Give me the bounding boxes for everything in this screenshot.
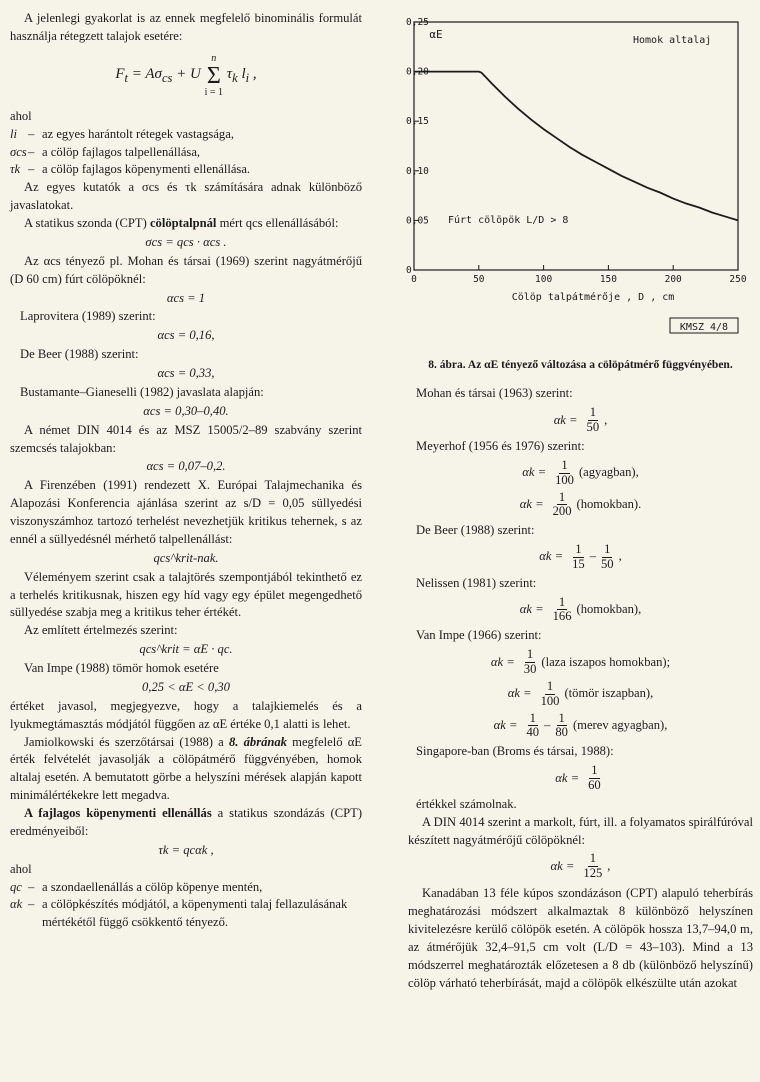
- definition-item: [10, 144, 362, 162]
- numerator: 1: [591, 763, 598, 778]
- left-column: [10, 10, 362, 932]
- equation-tail: (homokban).: [576, 496, 642, 511]
- equation-tail: ,: [618, 549, 622, 564]
- equation-lhs: αk =: [519, 602, 544, 617]
- source-line: Meyerhof (1956 és 1976) szerint:: [416, 438, 585, 453]
- formula-alpha: αcs = 0,33,: [157, 366, 215, 380]
- ahol-label: ahol: [10, 861, 32, 876]
- definition-symbol: qc: [10, 879, 22, 894]
- equation: [408, 491, 753, 520]
- equation: [408, 764, 753, 793]
- numerator: 1: [558, 710, 565, 725]
- equation: [408, 406, 753, 435]
- formula-qcrit-2: qcs^krit = αE · qc.: [139, 642, 233, 657]
- equation-operator: –: [544, 717, 551, 732]
- fraction: [599, 543, 616, 572]
- denominator: 200: [552, 504, 572, 519]
- formula-qcrit: qcs^krit-nak.: [153, 550, 219, 565]
- equation-tail: ,: [607, 858, 611, 873]
- fraction: [553, 712, 570, 741]
- denominator: 50: [601, 556, 614, 571]
- denominator: 60: [588, 777, 601, 792]
- equation-lhs: αk =: [555, 770, 580, 785]
- paragraph: A statikus szonda (CPT) cölöptalpnál mért qcs ellenállásából:: [24, 216, 339, 230]
- equation: [408, 459, 753, 488]
- definition-dash: –: [28, 126, 35, 141]
- numerator: 1: [558, 594, 566, 609]
- formula-alpha: αcs = 0,07–0,2.: [146, 459, 226, 474]
- formula-range: 0,25 < αE < 0,30: [142, 679, 230, 694]
- definition-dash: –: [28, 897, 35, 912]
- fraction: [581, 852, 604, 881]
- fraction: [522, 648, 539, 677]
- numerator: 1: [529, 710, 536, 725]
- numerator: 1: [575, 542, 582, 557]
- source-line: Singapore-ban (Broms és társai, 1988):: [416, 744, 614, 759]
- y-tick-label: 0,25: [406, 17, 429, 28]
- formula-alpha: αcs = 0,16,: [157, 328, 215, 343]
- equation-tail: (laza iszapos homokban);: [541, 654, 671, 669]
- source-line: Nelissen (1981) szerint:: [416, 575, 537, 590]
- definition-item: [10, 126, 362, 144]
- definition-item: [10, 879, 362, 897]
- y-tick-label: 0: [406, 265, 412, 276]
- equation-lhs: αk =: [490, 654, 515, 669]
- denominator: 80: [555, 725, 568, 740]
- fraction: [539, 680, 562, 709]
- alpha-e-chart: [408, 10, 753, 348]
- fraction: [524, 712, 541, 741]
- definition-text: a cölöpkészítés módjától, a köpenymenti talaj fellazulásának mértékétől függő csökkentő tényező.: [42, 897, 348, 930]
- x-tick-label: 50: [473, 274, 485, 285]
- paragraph: A német DIN 4014 és az MSZ 15005/2–89 szabvány szerint szemcsés talajokban:: [10, 422, 362, 455]
- equation-lhs: αk =: [539, 549, 564, 564]
- paragraph: értéket javasol, megjegyezve, hogy a talajkiemelés és a lyukmegtámasztás módjától függően az αE értéke 0,1 alatti is lehet.: [10, 698, 362, 731]
- figure-caption: 8. ábra. Az αE tényező változása a cölöpátmérő függvényében.: [428, 358, 733, 371]
- source-line: De Beer (1988) szerint:: [416, 523, 535, 538]
- fraction: [570, 543, 587, 572]
- x-tick-label: 250: [729, 274, 747, 285]
- equation-tail: (tömör iszapban),: [564, 686, 654, 701]
- equation-operator: –: [589, 549, 596, 564]
- definition-text: a cölöp fajlagos talpellenállása,: [42, 144, 201, 159]
- paragraph: Jamiolkowski és szerzőtársai (1988) a 8. ábrának megfelelő αE érték felvételét javasolják a cölöpátmérő függvényében, homok altalaj esetén. A bemutatott görbe a helyszíni mérések alapján kapott minimálértékekre lett megadva.: [10, 734, 362, 803]
- numerator: 1: [604, 542, 611, 557]
- sum-lower-limit: i = 1: [204, 86, 224, 98]
- paragraph: A jelenlegi gyakorlat is az ennek megfelelő binominális formulát használja rétegzett talajok esetére:: [10, 11, 362, 43]
- equation-tail: (agyagban),: [578, 465, 639, 480]
- annotation-piles: Fúrt cölöpök L/D > 8: [448, 215, 569, 226]
- definitions-list: [10, 126, 362, 180]
- x-tick-label: 150: [599, 274, 617, 285]
- definition-text: az egyes harántolt rétegek vastagsága,: [42, 126, 234, 141]
- source-line: Bustamante–Gianeselli (1982) javaslata alapján:: [20, 384, 264, 399]
- fraction: [551, 491, 574, 520]
- definition-item: [10, 161, 362, 179]
- equation-lhs: αk =: [507, 686, 532, 701]
- denominator: 40: [526, 725, 540, 740]
- definition-dash: –: [28, 879, 35, 894]
- y-tick-label: 0,10: [406, 165, 429, 177]
- numerator: 1: [546, 678, 554, 693]
- definition-symbol: αk: [10, 897, 23, 912]
- denominator: 100: [540, 693, 560, 708]
- definition-text: a szondaellenállás a cölöp köpenye mentén,: [42, 879, 263, 894]
- equation-tail: (merev agyagban),: [572, 717, 668, 732]
- right-column: [408, 10, 753, 992]
- paragraph: Az említett értelmezés szerint:: [24, 623, 178, 638]
- equation: [408, 596, 753, 625]
- figure-tag: KMSZ 4/8: [679, 322, 729, 333]
- denominator: 30: [523, 662, 537, 677]
- source-line: Laprovitera (1989) szerint:: [20, 309, 156, 324]
- source-line: Van Impe (1966) szerint:: [416, 628, 542, 643]
- fraction: [553, 459, 576, 488]
- paragraph: Kanadában 13 féle kúpos szondázáson (CPT) alapuló teherbírás meghatározási módszert alkalmaztak 8 különböző helyszínen kivitelezésre kerülő cölöpök esetén. A cölöpök hossza 13,7–94,0 m, az átmérőjük 32,4–91,5 cm volt (L/D = 43–103). Mind a 13 módszerrel meghatározták előzetesen a 8 db (különböző helyszínű) cölöp várható teherbírását, majd a cölöpök elkészülte után azokat: [408, 886, 753, 990]
- denominator: 15: [572, 556, 585, 571]
- equation: [408, 680, 753, 709]
- equation: [408, 712, 753, 741]
- sum-upper-limit: n: [211, 52, 217, 64]
- formula-sigma: σcs = qcs · αcs .: [145, 234, 227, 249]
- formula-alpha: αcs = 0,30–0,40.: [143, 403, 229, 418]
- numerator: 1: [589, 851, 596, 866]
- ahol-label: ahol: [10, 108, 32, 123]
- definition-symbol: σcs: [10, 144, 27, 159]
- formula-tau: τk = qcαk ,: [158, 842, 214, 857]
- equation: [408, 648, 753, 677]
- numerator: 1: [589, 405, 596, 420]
- equation-lhs: αk =: [522, 465, 547, 480]
- denominator: 100: [555, 472, 574, 487]
- numerator: 1: [526, 647, 534, 662]
- x-axis-label: Cölöp talpátmérője , D , cm: [511, 292, 675, 303]
- fraction: [551, 596, 574, 625]
- equation-tail: (homokban),: [576, 602, 642, 617]
- x-tick-label: 100: [535, 274, 553, 285]
- fraction: [585, 406, 602, 435]
- y-tick-label: 0,15: [406, 116, 429, 128]
- x-tick-label: 0: [411, 274, 417, 285]
- equation: [408, 852, 753, 881]
- equation-lhs: αk =: [550, 858, 575, 873]
- series-line: [414, 72, 738, 221]
- paragraph: Az egyes kutatók a σcs és τk számítására adnak különböző javaslatokat.: [10, 180, 362, 213]
- definition-text: a cölöp fajlagos köpenymenti ellenállása.: [42, 162, 251, 177]
- fraction: [586, 764, 603, 793]
- source-line: Mohan és társai (1963) szerint:: [416, 386, 573, 401]
- main-formula: $F_t = A\sigma_{cs} + U$ n Σ i = 1 $\tau_k$ $l_i$ ,: [115, 52, 257, 98]
- paragraph: Van Impe (1988) tömör homok esetére: [24, 661, 219, 675]
- y-axis-label: αE: [429, 28, 443, 41]
- formula-alpha: αcs = 1: [166, 290, 206, 305]
- equation-lhs: αk =: [553, 412, 578, 427]
- sum-symbol: Σ: [206, 62, 221, 89]
- equation-tail: ,: [604, 412, 608, 427]
- denominator: 166: [552, 609, 572, 624]
- definitions-list: [10, 879, 362, 933]
- definition-symbol: τk: [10, 162, 21, 177]
- definition-dash: –: [28, 144, 35, 159]
- x-tick-label: 200: [664, 274, 682, 285]
- paragraph: A Firenzében (1991) rendezett X. Európai Talajmechanika és Alapozási Konferencia ajánlása szerint az s/D = 0,05 süllyedési viszonyszámhoz tartozó terhelést nevezhetjük kritikus tehernek, s az ennél a süllyedésnél mérhető talpellenállást:: [10, 478, 362, 546]
- paragraph: értékkel számolnak.: [416, 796, 517, 811]
- source-line: De Beer (1988) szerint:: [20, 347, 139, 362]
- denominator: 50: [586, 420, 600, 435]
- plot-frame: [414, 22, 738, 270]
- equation-lhs: αk =: [493, 717, 518, 732]
- y-tick-label: 0,05: [406, 215, 429, 227]
- numerator: 1: [561, 457, 568, 472]
- equation: [408, 543, 753, 572]
- y-tick-label: 0,20: [406, 66, 429, 78]
- paragraph: A fajlagos köpenymenti ellenállás a statikus szondázás (CPT) eredményeiből:: [10, 806, 363, 838]
- definition-item: [10, 896, 362, 932]
- definition-dash: –: [28, 162, 35, 177]
- annotation-soil: Homok altalaj: [633, 35, 712, 46]
- equation-lhs: αk =: [519, 496, 544, 511]
- paragraph: A DIN 4014 szerint a markolt, fúrt, ill. a folyamatos spirálfúróval készített nagyátmérőjű cölöpöknél:: [408, 814, 753, 847]
- numerator: 1: [558, 489, 566, 504]
- paragraph: Az αcs tényező pl. Mohan és társai (1969) szerint nagyátmérőjű (D 60 cm) fúrt cölöpöknél:: [10, 253, 362, 286]
- paragraph: Véleményem szerint csak a talajtörés szempontjából tekinthető ez a terhelés kritikusnak, hiszen egy híd vagy egy épület megengedhető süllyedése szabja meg a kritikus teher értékét.: [10, 569, 362, 620]
- definition-symbol: li: [10, 126, 17, 141]
- denominator: 125: [583, 866, 603, 881]
